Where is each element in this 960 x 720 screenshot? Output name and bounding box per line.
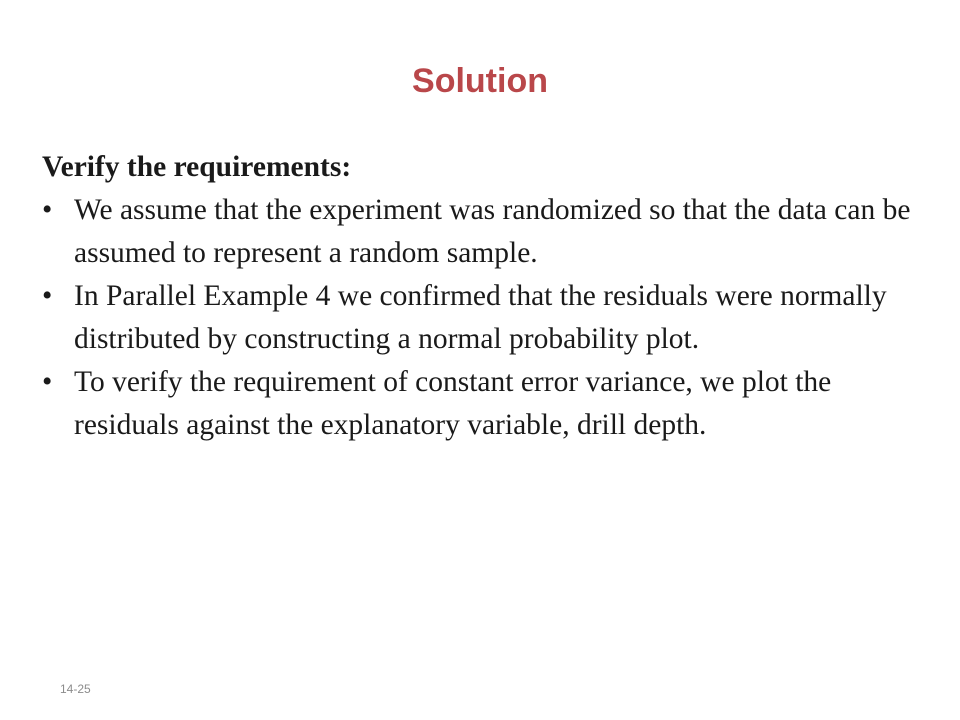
bullet-item — [42, 361, 922, 447]
bullet-text: To verify the requirement of constant error variance, we plot the residuals against the explanatory variable, drill depth. — [74, 366, 832, 441]
page-number: 14-25 — [60, 682, 91, 696]
requirements-heading: Verify the requirements: — [42, 151, 352, 183]
bullet-text: We assume that the experiment was randomized so that the data can be assumed to represent a random sample. — [74, 194, 911, 269]
slide-title: Solution — [412, 62, 548, 100]
slide-content — [42, 146, 922, 447]
bullet-icon: • — [42, 280, 53, 312]
bullet-text: In Parallel Example 4 we confirmed that the residuals were normally distributed by constructing a normal probability plot. — [74, 280, 887, 355]
bullet-item — [42, 275, 922, 361]
bullet-icon: • — [42, 194, 53, 226]
bullet-item — [42, 189, 922, 275]
bullet-icon: • — [42, 366, 53, 398]
bullet-list — [42, 189, 922, 447]
